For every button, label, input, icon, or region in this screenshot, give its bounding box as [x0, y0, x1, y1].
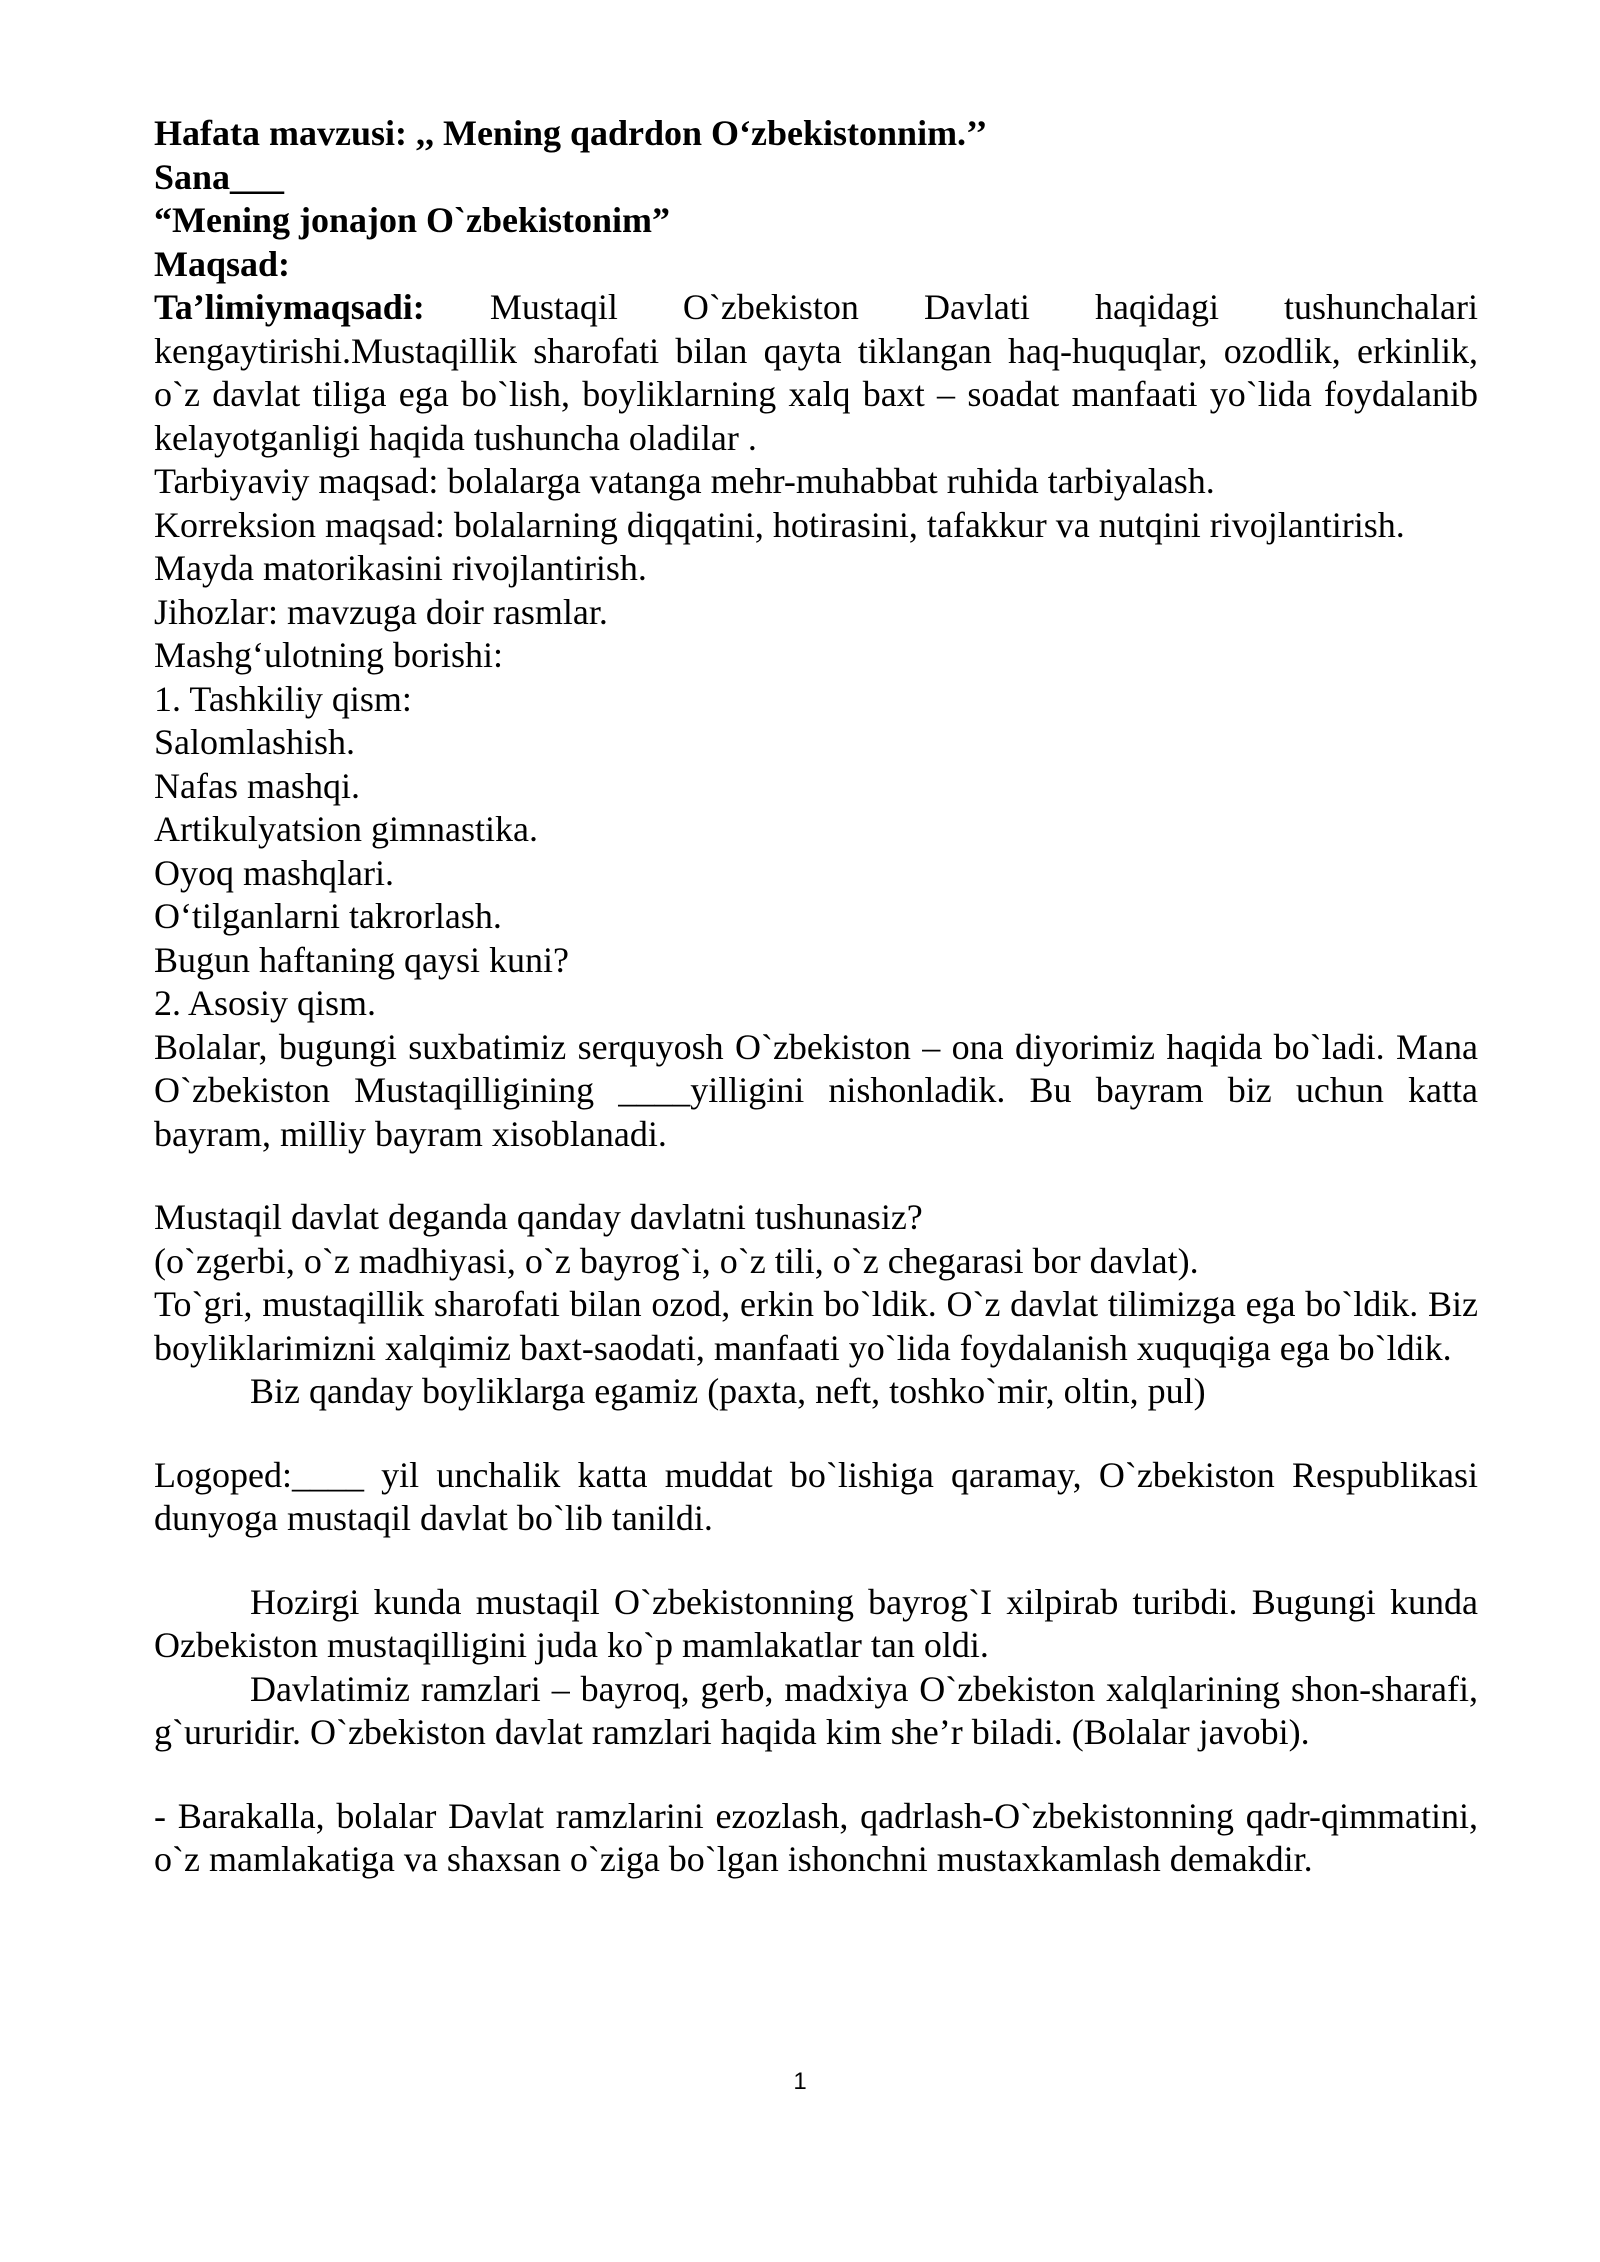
list-item: Artikulyatsion gimnastika.: [154, 809, 538, 849]
paragraph-gap: [154, 1755, 1478, 1795]
praise-paragraph: - Barakalla, bolalar Davlat ramzlarini ezozlash, qadrlash-O`zbekistonning qadr-qimmatini, o`z mamlakatiga va shaxsan o`ziga bo`lgan ishonchni mustaxkamlash demakdir.: [154, 1795, 1478, 1879]
state-question: Mustaqil davlat deganda qanday davlatni tushunasiz?: [154, 1197, 923, 1237]
lesson-title: “Mening jonajon O`zbekistonim”: [154, 200, 671, 240]
week-theme-heading: Hafata mavzusi: ,, Mening qadrdon O‘zbekistonnim.’’: [154, 113, 988, 153]
page-number: 1: [793, 2068, 807, 2095]
flag-paragraph: Hozirgi kunda mustaqil O`zbekistonning bayrog`I xilpirab turibdi. Bugungi kunda Ozbekiston mustaqilligini juda ko`p mamlakatlar tan oldi.: [154, 1581, 1478, 1665]
paragraph-gap: [154, 1156, 1478, 1196]
list-item: Nafas mashqi.: [154, 765, 360, 806]
educational-goal-paragraph: [154, 286, 1478, 460]
symbols-paragraph: Davlatimiz ramzlari – bayroq, gerb, madxiya O`zbekiston xalqlarining shon-sharafi, g`ururidir. O`zbekiston davlat ramzlari haqida kim she’r biladi. (Bolalar javobi).: [154, 1668, 1478, 1752]
intro-paragraph: Bolalar, bugungi suxbatimiz serquyosh O`zbekiston – ona diyorimiz haqida bo`ladi. Mana O`zbekiston Mustaqilligining ____yilligini nishonladik. Bu bayram biz uchun katta bayram, milliy bayram xisoblanadi.: [154, 1026, 1478, 1154]
goal-heading: Maqsad:: [154, 243, 291, 284]
educational-goal-text: Mustaqil O`zbekiston Davlati haqidagi tushunchalari kengaytirishi.Mustaqillik sharofati bilan qayta tiklangan haq-huquqlar, ozodlik, erkinlik, o`z davlat tiliga ega bo`lish, boyliklarning xalq baxt – soadat manfaati yo`lida foydalanib kelayotganligi haqida tushuncha oladilar .: [154, 287, 1478, 458]
upbringing-goal: Tarbiyaviy maqsad: bolalarga vatanga mehr-muhabbat ruhida tarbiyalash.: [154, 461, 1215, 501]
state-answer: (o`zgerbi, o`z madhiyasi, o`z bayrog`i, o`z tili, o`z chegarasi bor davlat).: [154, 1240, 1199, 1281]
resources-question: Biz qanday boyliklarga egamiz (paxta, neft, toshko`mir, oltin, pul): [250, 1371, 1206, 1411]
organizational-part: 1. Tashkiliy qism:: [154, 678, 412, 719]
list-item: O‘tilganlarni takrorlash.: [154, 896, 502, 936]
paragraph-gap: [154, 1541, 1478, 1581]
correct-paragraph: To`gri, mustaqillik sharofati bilan ozod, erkin bo`ldik. O`z davlat tilimizga ega bo`ldik. Biz boyliklarimizni xalqimiz baxt-saodati, manfaati yo`lida foydalanish xuquqiga ega bo`ldik.: [154, 1284, 1478, 1368]
educational-goal-label: Ta’limiymaqsadi:: [154, 287, 425, 327]
list-item: Salomlashish.: [154, 722, 356, 762]
lesson-flow-heading: Mashg‘ulotning borishi:: [154, 635, 503, 675]
equipment-line: Jihozlar: mavzuga doir rasmlar.: [154, 591, 608, 632]
motor-skills-line: Mayda matorikasini rivojlantirish.: [154, 548, 647, 588]
date-line: Sana___: [154, 156, 285, 197]
correction-goal: Korreksion maqsad: bolalarning diqqatini, hotirasini, tafakkur va nutqini rivojlantirish.: [154, 504, 1405, 545]
list-item: Bugun haftaning qaysi kuni?: [154, 939, 569, 980]
main-part-heading: 2. Asosiy qism.: [154, 983, 377, 1023]
list-item: Oyoq mashqlari.: [154, 852, 394, 893]
logoped-paragraph: Logoped:____ yil unchalik katta muddat bo`lishiga qaramay, O`zbekiston Respublikasi dunyoga mustaqil davlat bo`lib tanildi.: [154, 1454, 1478, 1538]
document-body: [154, 112, 1478, 1882]
paragraph-gap: [154, 1414, 1478, 1454]
